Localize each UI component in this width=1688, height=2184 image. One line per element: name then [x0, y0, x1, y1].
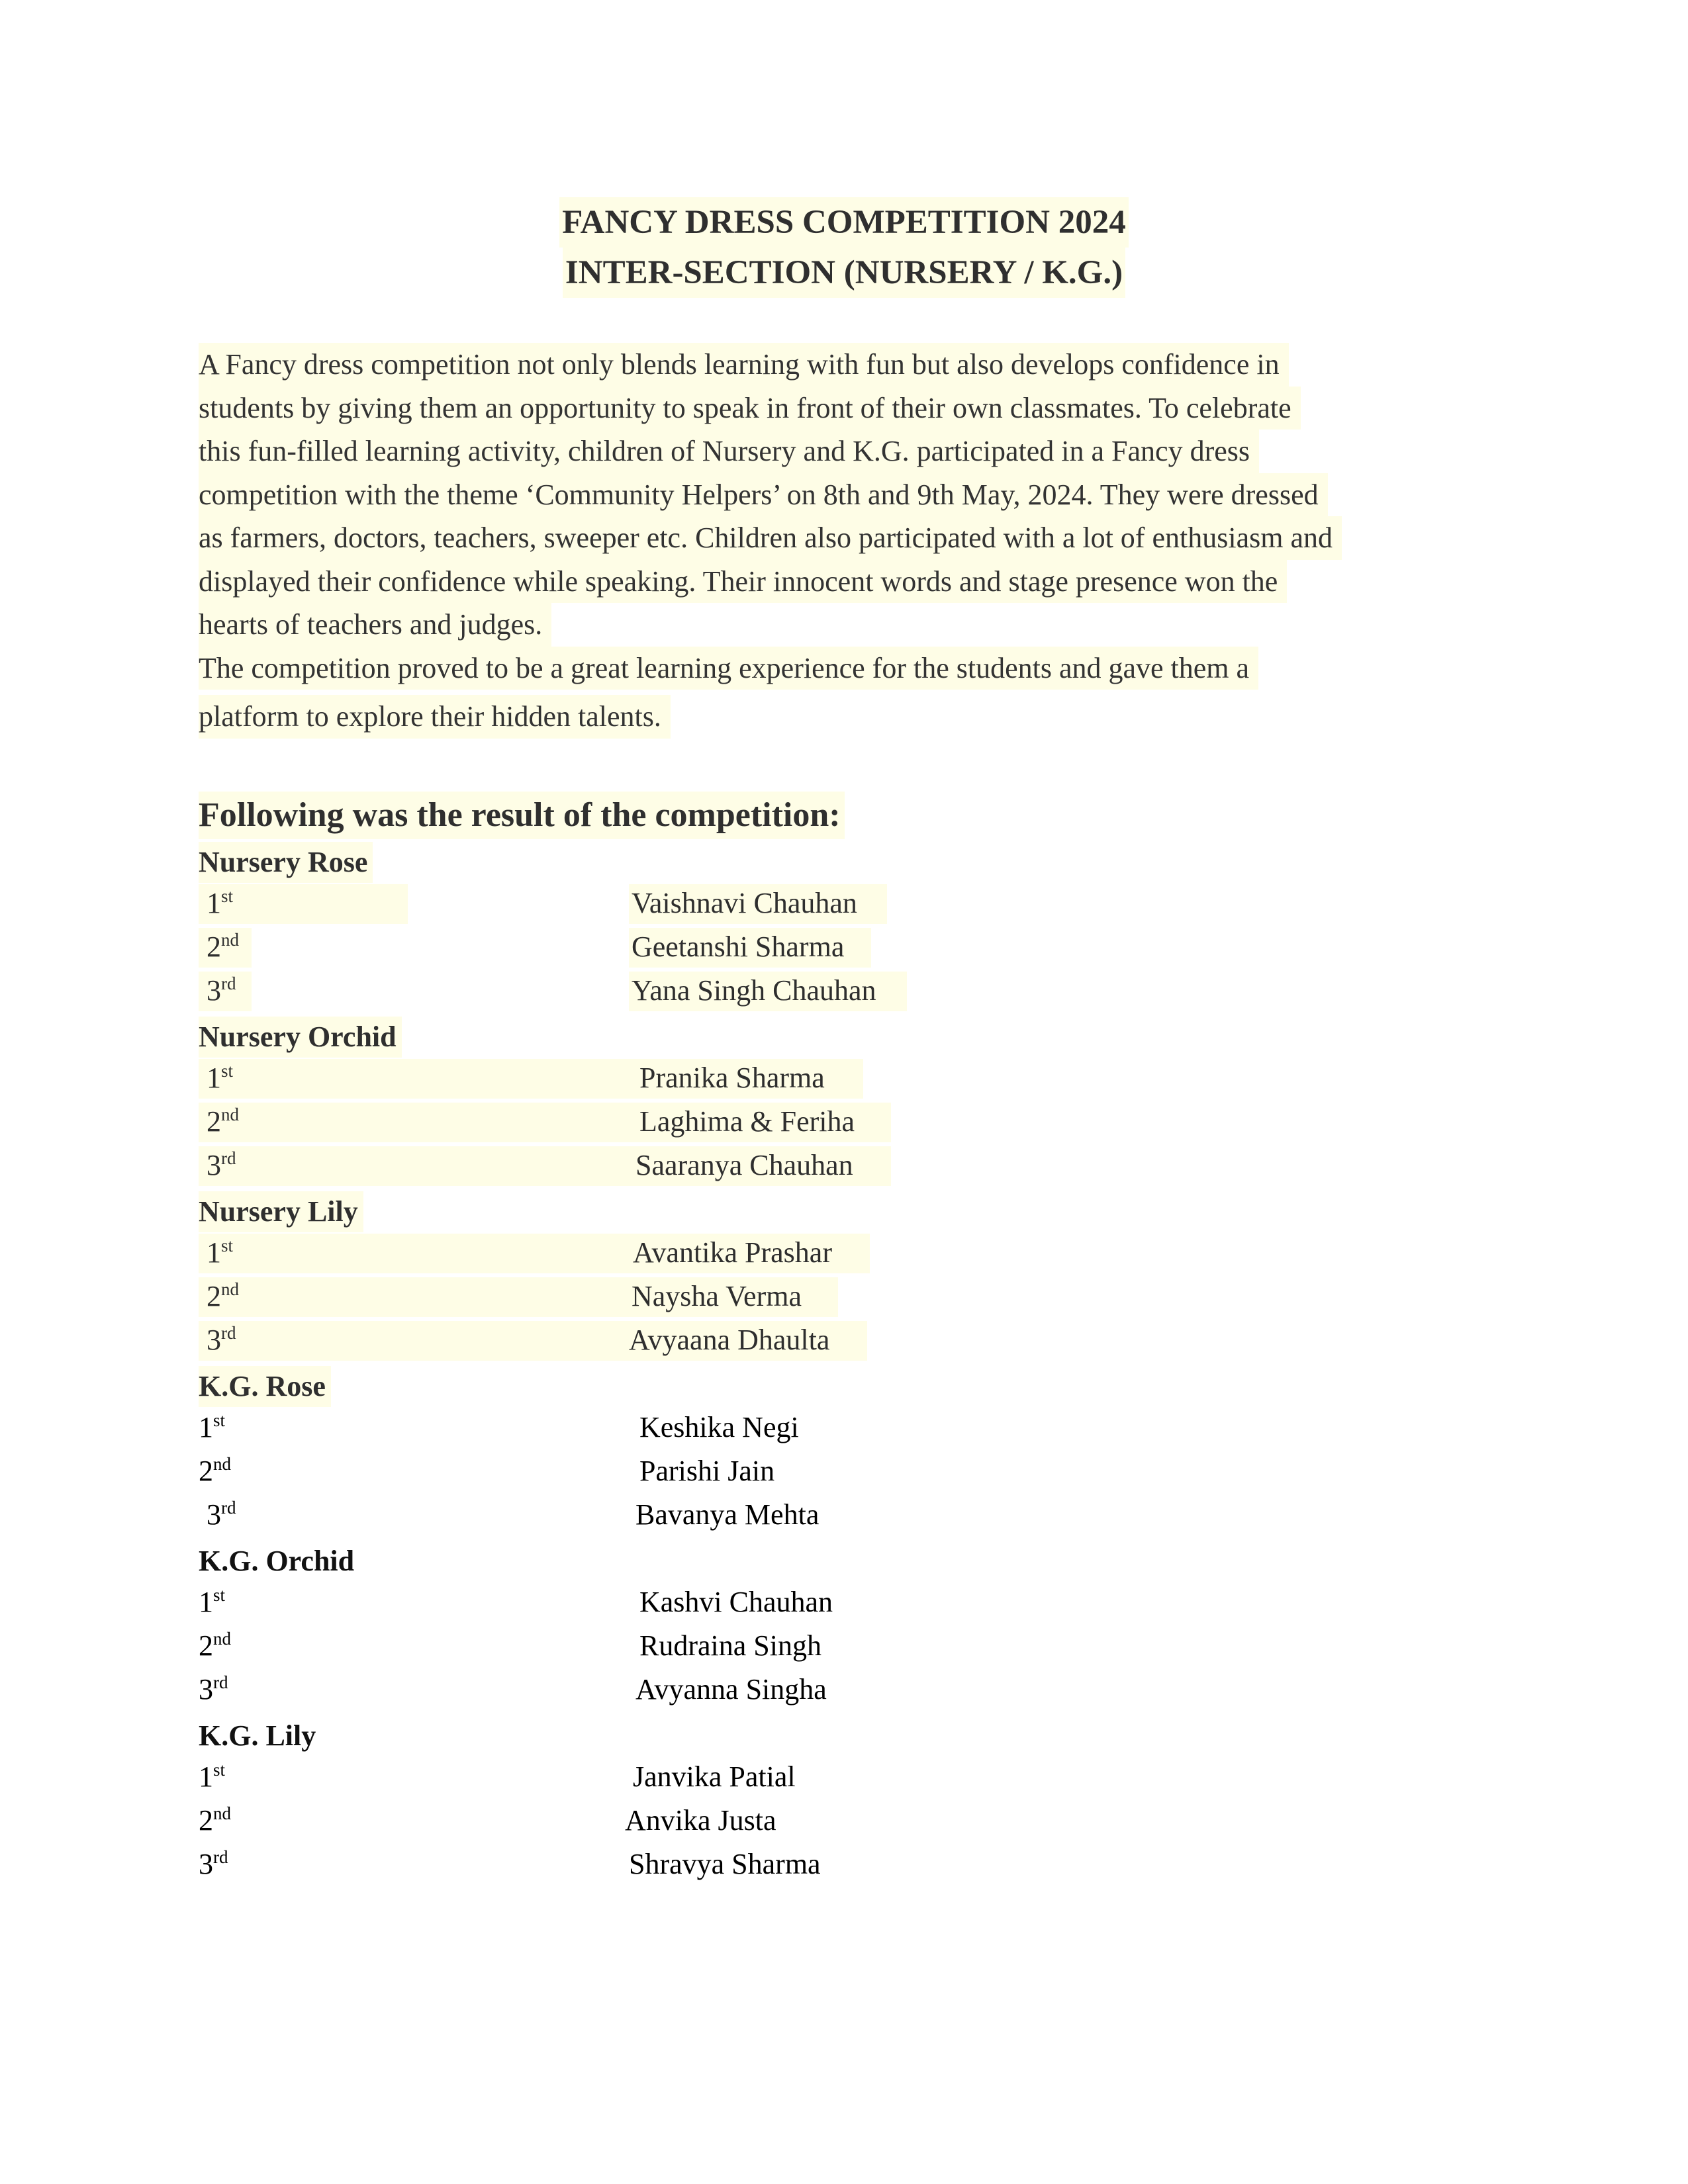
result-row	[199, 1582, 1059, 1625]
results-heading: Following was the result of the competition:	[199, 792, 845, 839]
section-title: Nursery Lily	[199, 1191, 363, 1232]
winner-name: Keshika Negi	[639, 1411, 799, 1443]
closing-line: The competition proved to be a great learning experience for the students and gave them a	[199, 647, 1258, 690]
winner-name: Kashvi Chauhan	[639, 1586, 833, 1618]
rank: 3rd	[207, 1498, 236, 1531]
result-row	[199, 1101, 1059, 1145]
winner-name: Pranika Sharma	[639, 1062, 825, 1094]
title-line-1: FANCY DRESS COMPETITION 2024	[559, 197, 1129, 248]
result-section-kg-orchid	[199, 1541, 1059, 1713]
rank: 2nd	[207, 1105, 239, 1138]
rank: 3rd	[199, 1672, 228, 1706]
winner-name: Laghima & Feriha	[639, 1105, 855, 1138]
rank: 1st	[207, 886, 234, 919]
rank: 2nd	[199, 1629, 231, 1662]
winner-name: Bavanya Mehta	[635, 1498, 820, 1531]
winner-name: Avyaana Dhaulta	[629, 1324, 830, 1356]
winner-name: Parishi Jain	[639, 1455, 775, 1487]
winner-name: Janvika Patial	[633, 1760, 796, 1793]
intro-line: hearts of teachers and judges.	[199, 603, 551, 647]
result-row	[199, 1494, 1059, 1538]
result-row	[199, 883, 1059, 927]
result-section-nursery-orchid	[199, 1017, 1059, 1189]
winner-name: Naysha Verma	[632, 1280, 802, 1312]
section-title: Nursery Orchid	[199, 1017, 402, 1058]
winner-name: Shravya Sharma	[629, 1848, 821, 1880]
rank: 2nd	[207, 1279, 239, 1312]
result-row	[199, 1844, 1059, 1888]
winner-name: Rudraina Singh	[639, 1629, 821, 1662]
rank: 2nd	[207, 930, 239, 963]
rank: 1st	[199, 1410, 226, 1443]
rank: 2nd	[199, 1454, 231, 1487]
rank: 1st	[207, 1236, 234, 1269]
result-row	[199, 1451, 1059, 1494]
result-row	[199, 1232, 1059, 1276]
result-row	[199, 1276, 1059, 1320]
result-row	[199, 927, 1059, 970]
rank: 3rd	[207, 1148, 236, 1181]
result-row	[199, 970, 1059, 1014]
section-title: Nursery Rose	[199, 842, 373, 883]
result-row	[199, 1145, 1059, 1189]
result-section-nursery-lily	[199, 1191, 1059, 1363]
intro-line: students by giving them an opportunity to speak in front of their own classmates. To celebrate	[199, 387, 1301, 430]
result-row	[199, 1625, 1059, 1669]
intro-line: A Fancy dress competition not only blends learning with fun but also develops confidence in	[199, 343, 1289, 387]
winner-name: Vaishnavi Chauhan	[632, 887, 857, 919]
result-row	[199, 1756, 1059, 1800]
intro-line: as farmers, doctors, teachers, sweeper etc. Children also participated with a lot of enthusiasm and	[199, 516, 1342, 560]
intro-line: displayed their confidence while speaking. Their innocent words and stage presence won the	[199, 560, 1287, 604]
closing-line: platform to explore their hidden talents.	[199, 695, 671, 739]
intro-line: competition with the theme ‘Community Helpers’ on 8th and 9th May, 2024. They were dressed	[199, 473, 1328, 517]
winner-name: Yana Singh Chauhan	[632, 974, 876, 1007]
result-row	[199, 1669, 1059, 1713]
rank: 1st	[207, 1061, 234, 1094]
result-row	[199, 1407, 1059, 1451]
section-title: K.G. Orchid	[199, 1545, 355, 1577]
rank: 3rd	[207, 974, 236, 1007]
intro-line: this fun-filled learning activity, children of Nursery and K.G. participated in a Fancy dress	[199, 430, 1259, 473]
winner-name: Avyanna Singha	[635, 1673, 827, 1706]
rank: 3rd	[199, 1847, 228, 1880]
result-row	[199, 1800, 1059, 1844]
winner-name: Avantika Prashar	[633, 1236, 832, 1269]
section-title: K.G. Lily	[199, 1719, 316, 1752]
rank: 3rd	[207, 1323, 236, 1356]
rank: 1st	[199, 1585, 226, 1618]
title-line-2: INTER-SECTION (NURSERY / K.G.)	[563, 248, 1125, 298]
document-title	[0, 197, 1688, 298]
result-section-nursery-rose	[199, 842, 1059, 1014]
rank: 1st	[199, 1760, 226, 1793]
winner-name: Geetanshi Sharma	[632, 931, 845, 963]
winner-name: Saaranya Chauhan	[635, 1149, 853, 1181]
result-section-kg-rose	[199, 1366, 1059, 1538]
intro-paragraph	[199, 343, 1509, 739]
result-row	[199, 1320, 1059, 1363]
winner-name: Anvika Justa	[625, 1804, 776, 1837]
result-row	[199, 1058, 1059, 1101]
rank: 2nd	[199, 1803, 231, 1837]
section-title: K.G. Rose	[199, 1366, 331, 1407]
result-section-kg-lily	[199, 1715, 1059, 1888]
